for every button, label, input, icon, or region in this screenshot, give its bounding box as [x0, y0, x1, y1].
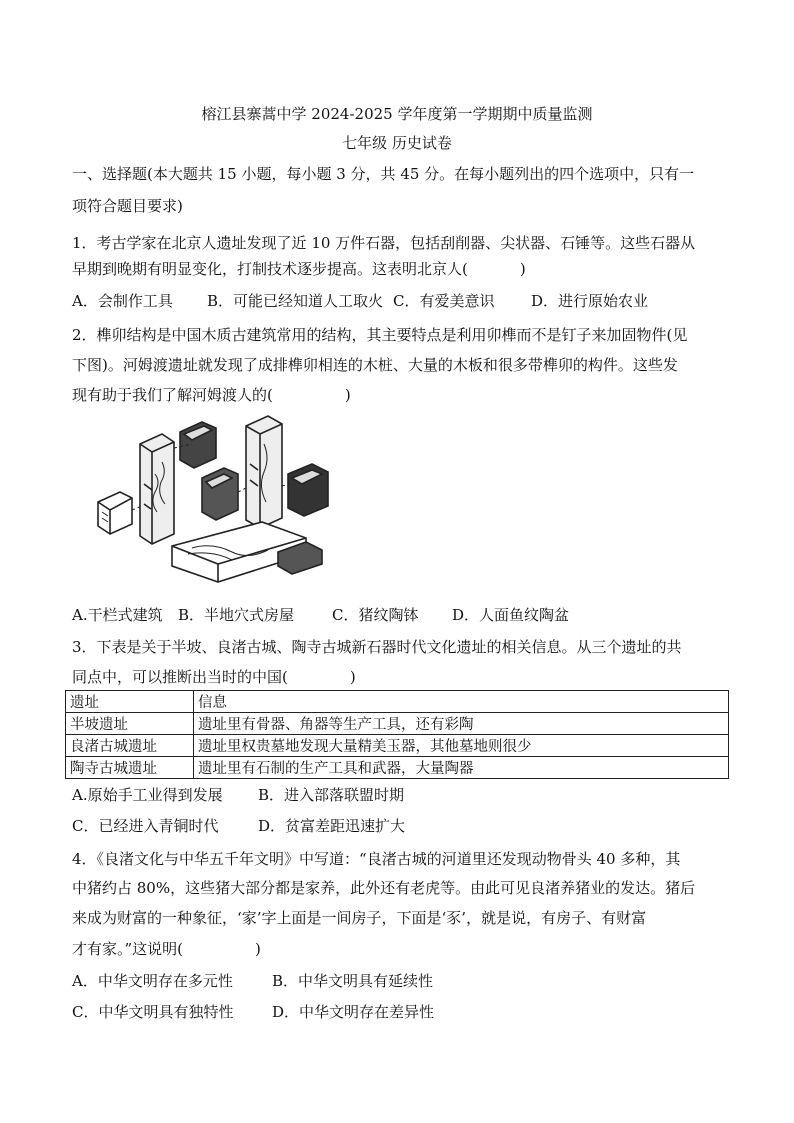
q3-option-c[interactable]: C．已经进入青铜时代	[72, 817, 219, 835]
q4-stem-text: 才有家。”这说明(	[72, 940, 184, 958]
table-header-row	[66, 691, 729, 713]
mortise-tenon-figure	[92, 414, 332, 586]
q4-paren-close: )	[255, 940, 261, 958]
q1-stem-line2	[72, 258, 526, 279]
table-cell-site: 良渚古城遗址	[66, 735, 194, 757]
q4-stem-line3: 来成为财富的一种象征，‘家’字上面是一间房子，下面是‘豕’，就是说，有房子、有财富	[72, 909, 647, 927]
q1-stem-line1: 1．考古学家在北京人遗址发现了近 10 万件石器，包括刮削器、尖状器、石锤等。这些石器从	[72, 234, 696, 252]
q3-option-d[interactable]: D．贫富差距迅速扩大	[258, 817, 406, 835]
q2-options	[72, 604, 569, 625]
middle-block-illustration	[202, 468, 238, 520]
q2-option-d[interactable]: D．人面鱼纹陶盆	[452, 606, 570, 624]
q1-paren-close: )	[519, 260, 526, 278]
table-row	[66, 713, 729, 735]
q4-option-c[interactable]: C．中华文明具有独特性	[72, 1003, 234, 1021]
exam-title: 榕江县寨蒿中学 2024-2025 学年度第一学期期中质量监测	[201, 105, 593, 123]
q3-stem-line1: 3．下表是关于半坡、良渚古城、陶寺古城新石器时代文化遗址的相关信息。从三个遗址的共	[72, 638, 682, 656]
q4-options-row2	[72, 1001, 434, 1022]
q4-options-row1	[72, 970, 433, 991]
q4-stem-line4	[72, 938, 261, 959]
q3-options-row2	[72, 815, 405, 836]
q4-option-b[interactable]: B．中华文明具有延续性	[272, 972, 434, 990]
q4-option-a[interactable]: A．中华文明存在多元性	[72, 972, 233, 990]
q4-option-d[interactable]: D．中华文明存在差异性	[272, 1003, 435, 1021]
q2-option-b[interactable]: B．半地穴式房屋	[178, 606, 295, 624]
table-cell-site: 陶寺古城遗址	[66, 757, 194, 779]
q2-stem-line2: 下图)。河姆渡遗址就发现了成排榫卯相连的木桩、大量的木板和很多带榫卯的构件。这些发	[72, 356, 678, 374]
site-info-table	[65, 690, 729, 779]
q2-option-c[interactable]: C．猪纹陶钵	[332, 606, 419, 624]
left-top-block-illustration	[180, 422, 216, 468]
q3-option-b[interactable]: B．进入部落联盟时期	[258, 786, 405, 804]
bottom-boards-illustration	[172, 522, 322, 582]
exam-subtitle: 七年级 历史试卷	[342, 134, 452, 152]
q1-option-d[interactable]: D．进行原始农业	[531, 292, 649, 310]
left-bottom-block-illustration	[98, 492, 132, 534]
q3-stem-text: 同点中，可以推断出当时的中国(	[72, 668, 288, 686]
q3-stem-line2	[72, 666, 356, 687]
q3-option-a[interactable]: A.原始手工业得到发展	[72, 786, 223, 804]
table-cell-info: 遗址里有石制的生产工具和武器，大量陶器	[194, 757, 729, 779]
q3-paren-close: )	[349, 668, 356, 686]
table-header-cell: 信息	[194, 691, 729, 713]
q2-option-a[interactable]: A.干栏式建筑	[72, 606, 163, 624]
section-instructions-line1: 一、选择题(本大题共 15 小题，每小题 3 分，共 45 分。在每小题列出的四个选项中，只有一	[72, 165, 695, 183]
q2-stem-line3	[72, 384, 351, 405]
q1-option-a[interactable]: A．会制作工具	[72, 292, 173, 310]
q4-stem-line2: 中猪约占 80%，这些猪大部分都是家养，此外还有老虎等。由此可见良渚养猪业的发达。猪后	[72, 879, 696, 897]
table-cell-site: 半坡遗址	[66, 713, 194, 735]
q4-stem-line1: 4．《良渚文化与中华五千年文明》中写道：“良渚古城的河道里还发现动物骨头 40 多种，其	[72, 850, 681, 868]
section-instructions-line2: 项符合题目要求)	[72, 197, 183, 215]
q3-options-row1	[72, 784, 404, 805]
table-header-cell: 遗址	[66, 691, 194, 713]
right-post-illustration	[246, 416, 282, 528]
q2-stem-text: 现有助于我们了解河姆渡人的(	[72, 386, 273, 404]
q1-option-b[interactable]: B．可能已经知道人工取火	[207, 292, 384, 310]
right-block-illustration	[288, 464, 328, 516]
left-post-illustration	[140, 434, 174, 544]
q2-stem-line1: 2．榫卯结构是中国木质古建筑常用的结构，其主要特点是利用卯榫而不是钉子来加固物件(见	[72, 326, 688, 344]
table-cell-info: 遗址里有骨器、角器等生产工具，还有彩陶	[194, 713, 729, 735]
table-row	[66, 735, 729, 757]
q1-options	[72, 290, 648, 311]
table-row	[66, 757, 729, 779]
table-cell-info: 遗址里权贵墓地发现大量精美玉器，其他墓地则很少	[194, 735, 729, 757]
q1-stem-text: 早期到晚期有明显变化，打制技术逐步提高。这表明北京人(	[72, 260, 468, 278]
q1-option-c[interactable]: C．有爱美意识	[393, 292, 495, 310]
q2-paren-close: )	[344, 386, 351, 404]
